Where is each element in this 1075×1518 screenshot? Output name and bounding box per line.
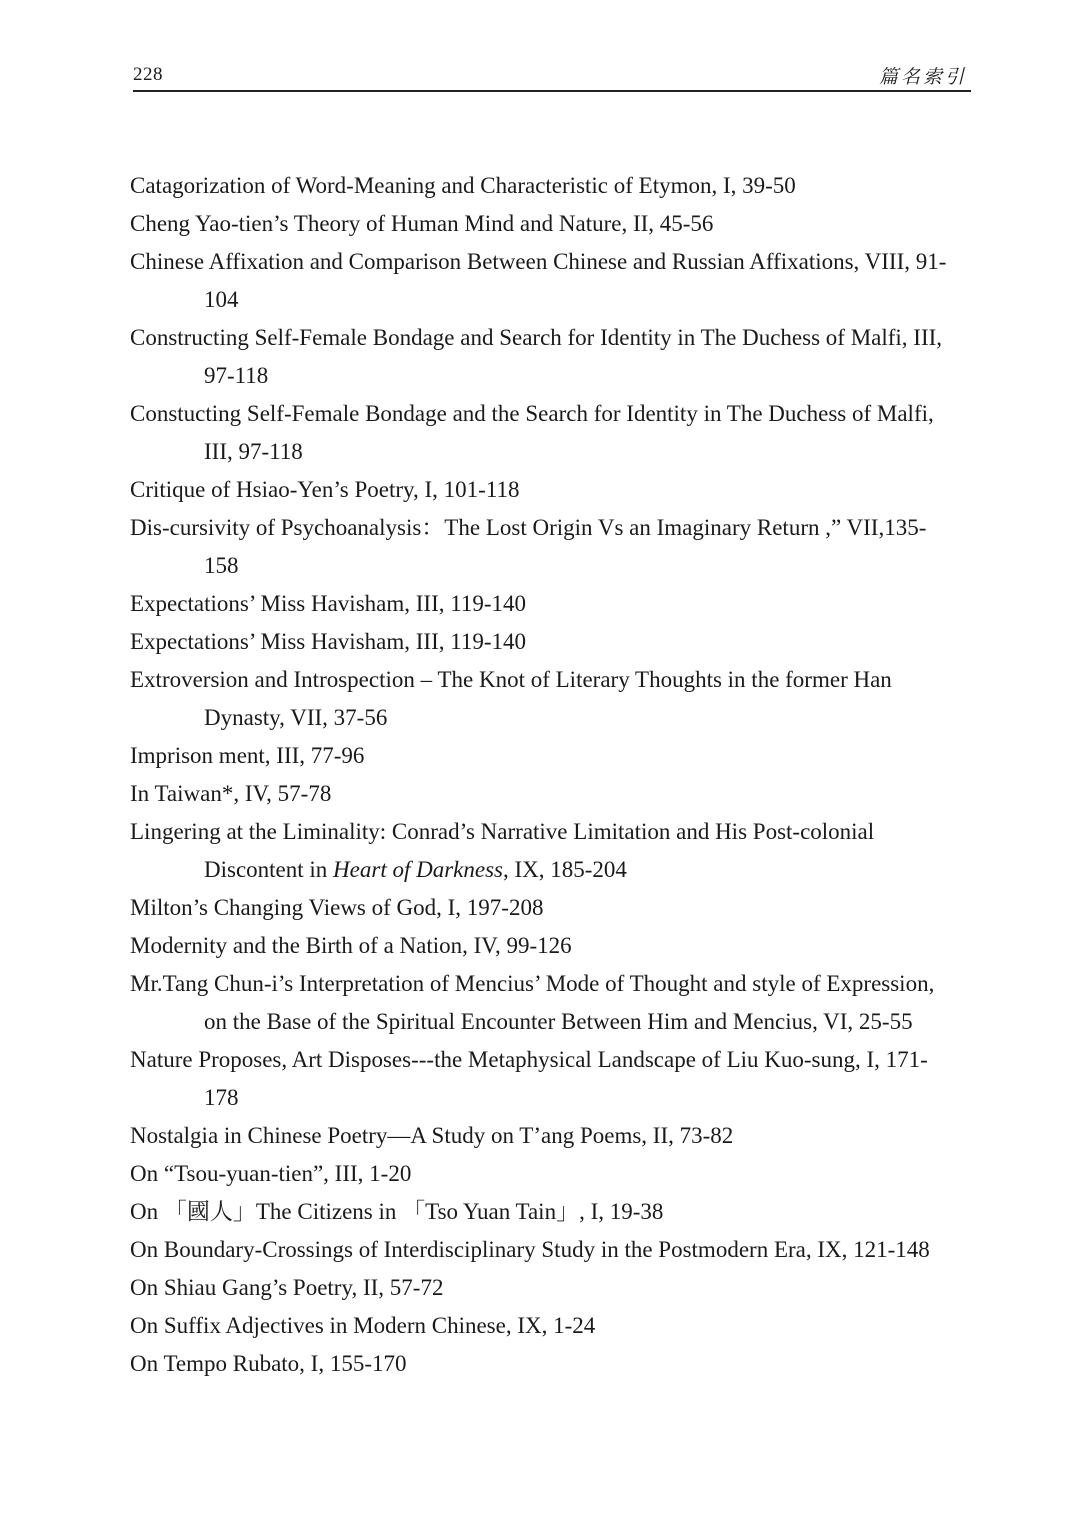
index-entry: Modernity and the Birth of a Nation, IV, 99-126 (130, 933, 572, 958)
index-entry: Constructing Self-Female Bondage and Search for Identity in The Duchess of Malfi, III, 97-118 (130, 325, 943, 388)
index-entry: Mr.Tang Chun-i’s Interpretation of Mencius’ Mode of Thought and style of Expression, on the Base of the Spiritual Encounter Between Him and Mencius, VI, 25-55 (130, 971, 935, 1034)
index-entry: Nature Proposes, Art Disposes---the Metaphysical Landscape of Liu Kuo-sung, I, 171-178 (130, 1047, 928, 1110)
index-entry (128, 813, 958, 889)
index-entry: Extroversion and Introspection – The Knot of Literary Thoughts in the former Han Dynasty, VII, 37-56 (130, 667, 892, 730)
index-entry: On Tempo Rubato, I, 155-170 (130, 1351, 407, 1376)
header-rule (133, 90, 971, 92)
entry-italic-title: Heart of Darkness (333, 857, 503, 882)
index-entry: Milton’s Changing Views of God, I, 197-208 (130, 895, 544, 920)
entry-text-after: , IX, 185-204 (502, 857, 627, 882)
index-entry: Expectations’ Miss Havisham, III, 119-140 (130, 591, 527, 616)
index-entry: Cheng Yao-tien’s Theory of Human Mind and Nature, II, 45-56 (130, 211, 714, 236)
index-entry: Expectations’ Miss Havisham, III, 119-140 (130, 629, 527, 654)
page-number: 228 (133, 64, 163, 85)
index-entry: Dis-cursivity of Psychoanalysis：The Lost Origin Vs an Imaginary Return ,” VII,135-158 (130, 515, 927, 578)
index-entry: On “Tsou-yuan-tien”, III, 1-20 (130, 1161, 412, 1186)
index-entry: On 「國人」The Citizens in 「Tso Yuan Tain」, I, 19-38 (130, 1199, 664, 1224)
entry-text-before: Lingering at the Liminality: Conrad’s Narrative Limitation and His Post-colonial Discontent in (130, 819, 875, 882)
index-entry: Chinese Affixation and Comparison Between Chinese and Russian Affixations, VIII, 91-104 (130, 249, 947, 312)
index-entry: On Boundary-Crossings of Interdisciplinary Study in the Postmodern Era, IX, 121-148 (130, 1237, 930, 1262)
index-entry: Constucting Self-Female Bondage and the Search for Identity in The Duchess of Malfi, III, 97-118 (130, 401, 934, 464)
index-entry: Catagorization of Word-Meaning and Characteristic of Etymon, I, 39-50 (130, 173, 796, 198)
title-index-list (128, 167, 958, 1383)
index-entry: Imprison ment, III, 77-96 (130, 743, 365, 768)
index-entry: On Suffix Adjectives in Modern Chinese, IX, 1-24 (130, 1313, 596, 1338)
index-entry: On Shiau Gang’s Poetry, II, 57-72 (130, 1275, 444, 1300)
page-header (133, 58, 971, 92)
index-entry: In Taiwan*, IV, 57-78 (130, 781, 332, 806)
index-entry: Critique of Hsiao-Yen’s Poetry, I, 101-118 (130, 477, 520, 502)
running-title: 篇名索引 (878, 66, 967, 88)
index-entry: Nostalgia in Chinese Poetry—A Study on T’ang Poems, II, 73-82 (130, 1123, 734, 1148)
